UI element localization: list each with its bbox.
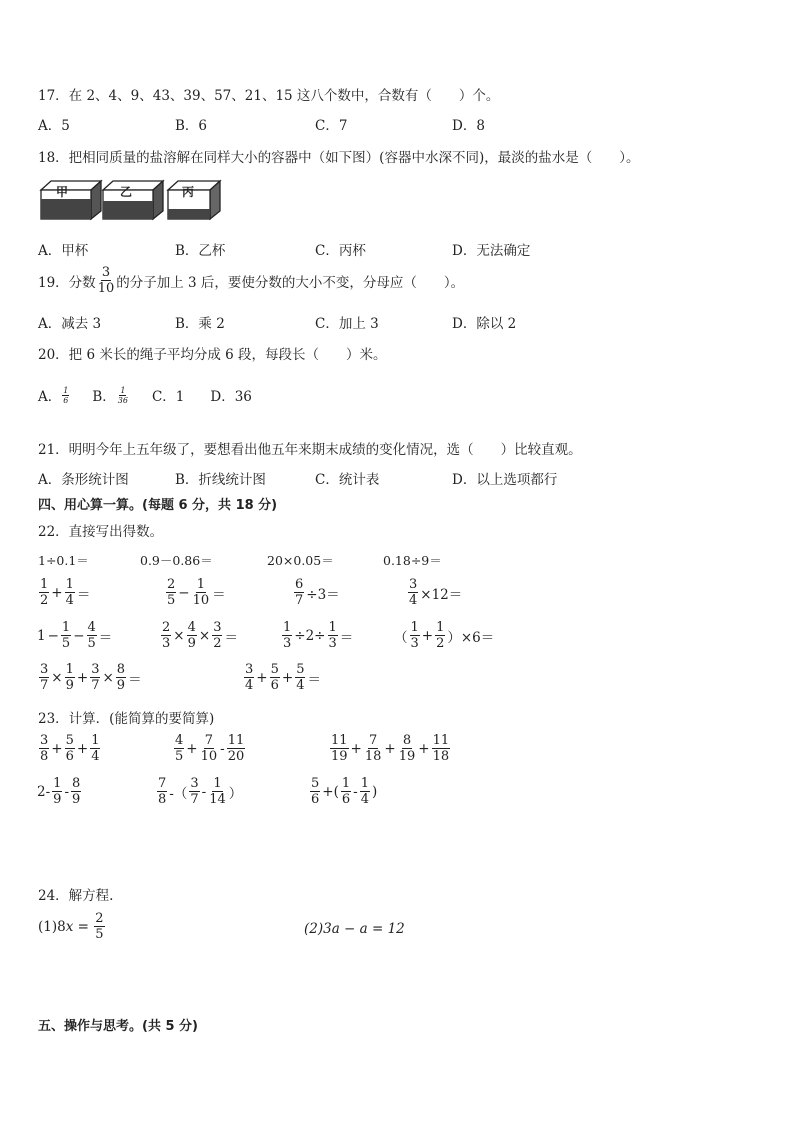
q18-option-d: D．无法确定 xyxy=(452,243,531,259)
q24-equation-1: (1)8 x = $\frac{2}{5}$ xyxy=(38,911,104,942)
q22-r1c3: 20×0.05＝ xyxy=(267,553,334,568)
section-5-title: 五、操作与思考。(共 5 分) xyxy=(38,1019,198,1034)
q24-equation-2: (2)3a − a = 12 xyxy=(304,921,405,937)
q21-option-a: A．条形统计图 xyxy=(38,472,129,488)
q22-r4c2: $\frac{3}{4}$ + $\frac{5}{6}$ + $\frac{5}{4}$ ＝ xyxy=(245,662,321,693)
container-jia xyxy=(41,181,101,219)
q18-stem: 18．把相同质量的盐溶解在同样大小的容器中（如下图）(容器中水深不同)，最淡的盐水是（ ）。 xyxy=(38,150,640,166)
q22-r1c4: 0.18÷9＝ xyxy=(383,553,442,568)
q24-stem: 24．解方程. xyxy=(38,888,114,904)
q20-option-b-fraction: $\frac{1}{36}$ xyxy=(117,385,128,405)
q20-options xyxy=(38,385,252,405)
q23-r1c1: $\frac{3}{8}$ + $\frac{5}{6}$ + $\frac{1}{4}$ xyxy=(40,733,100,764)
q21-stem: 21．明明今年上五年级了，要想看出他五年来期末成绩的变化情况，选（ ）比较直观。 xyxy=(38,442,582,458)
q22-r2c1: $\frac{1}{2}$ + $\frac{1}{4}$ ＝ xyxy=(40,577,91,608)
q22-r2c4: $\frac{3}{4}$ ×12＝ xyxy=(409,577,463,608)
q17-option-a: A．5 xyxy=(38,118,70,134)
q17-option-d: D．8 xyxy=(452,118,485,134)
q22-r3c1: 1 − $\frac{1}{5}$ − $\frac{4}{5}$ ＝ xyxy=(37,620,113,651)
q17-option-b: B．6 xyxy=(175,118,208,134)
q23-r1c2: $\frac{4}{5}$ + $\frac{7}{10}$ - $\frac{11}{20}$ xyxy=(175,733,245,764)
q19-option-a: A．减去 3 xyxy=(38,316,102,332)
q23-r2c2: $\frac{7}{8}$ -（ $\frac{3}{7}$ - $\frac{1}{14}$ ） xyxy=(158,776,243,807)
q20-option-d: D．36 xyxy=(210,389,252,405)
q22-r2c2: $\frac{2}{5}$ − $\frac{1}{10}$ ＝ xyxy=(167,577,226,608)
section-4-title: 四、用心算一算。(每题 6 分，共 18 分) xyxy=(38,498,278,513)
q17-stem: 17．在 2、4、9、43、39、57、21、15 这八个数中，合数有（ ）个。 xyxy=(38,88,500,104)
q19-stem: 19．分数 $\frac{3}{10}$ 的分子加上 3 后，要使分数的大小不变，分母应（ ）。 xyxy=(38,265,465,296)
q22-r2c3: $\frac{6}{7}$ ÷3＝ xyxy=(295,577,340,608)
q23-stem: 23．计算．(能简算的要简算) xyxy=(38,711,215,727)
q21-option-b: B．折线统计图 xyxy=(175,472,266,488)
q21-option-d: D．以上选项都行 xyxy=(452,472,558,488)
q20-option-b-label: B． xyxy=(92,389,116,405)
q22-r1c1: 1÷0.1＝ xyxy=(38,553,89,568)
q18-option-a: A．甲杯 xyxy=(38,243,89,259)
q18-option-c: C．丙杯 xyxy=(315,243,366,259)
q22-r3c2: $\frac{2}{3}$ × $\frac{4}{9}$ × $\frac{3}{2}$ ＝ xyxy=(162,620,238,651)
q22-r3c3: $\frac{1}{3}$ ÷2÷ $\frac{1}{3}$ ＝ xyxy=(283,620,354,651)
q23-r2c3: $\frac{5}{6}$ +( $\frac{1}{6}$ - $\frac{1}{4}$ ) xyxy=(311,776,378,807)
q20-option-c: C．1 xyxy=(151,389,185,405)
container-yi xyxy=(103,181,163,219)
q22-r1c2: 0.9－0.86＝ xyxy=(140,553,213,568)
q22-stem: 22．直接写出得数。 xyxy=(38,524,164,540)
q17-option-c: C．7 xyxy=(315,118,348,134)
container-label-bing: 丙 xyxy=(182,185,195,199)
q22-r4c1: $\frac{3}{7}$ × $\frac{1}{9}$ + $\frac{3}{7}$ × $\frac{8}{9}$ ＝ xyxy=(40,662,142,693)
container-label-jia: 甲 xyxy=(56,185,69,199)
q22-r3c4: （ $\frac{1}{3}$ + $\frac{1}{2}$ ）×6＝ xyxy=(394,620,495,651)
container-label-yi: 乙 xyxy=(120,185,133,199)
q19-option-b: B．乘 2 xyxy=(175,316,225,332)
q19-fraction: $\frac{3}{10}$ xyxy=(97,265,115,296)
q19-option-c: C．加上 3 xyxy=(315,316,379,332)
q20-option-a-fraction: $\frac{1}{6}$ xyxy=(63,385,69,405)
q20-stem: 20．把 6 米长的绳子平均分成 6 段，每段长（ ）米。 xyxy=(38,347,387,363)
q23-r2c1: 2- $\frac{1}{9}$ - $\frac{8}{9}$ xyxy=(37,776,81,807)
q19-option-d: D．除以 2 xyxy=(452,316,517,332)
q23-r1c3: $\frac{11}{19}$ + $\frac{7}{18}$ + $\frac{8}{19}$ + $\frac{11}{18}$ xyxy=(331,733,450,764)
q18-option-b: B．乙杯 xyxy=(175,243,226,259)
q21-option-c: C．统计表 xyxy=(315,472,380,488)
q20-option-a-label: A． xyxy=(38,389,62,405)
